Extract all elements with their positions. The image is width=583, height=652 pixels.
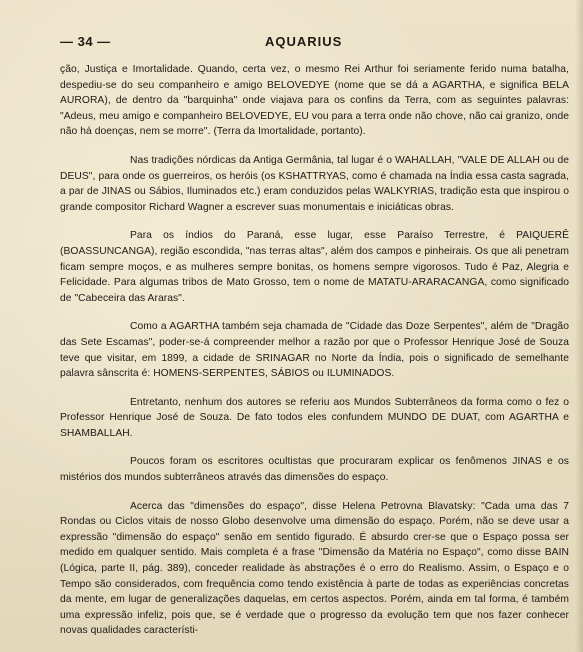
page-edge-shadow: [575, 0, 583, 652]
page-number: — 34 —: [60, 34, 111, 49]
paragraph-arthur: ção, Justiça e Imortalidade. Quando, certa vez, o mesmo Rei Arthur foi seriamente ferido numa batalha, despediu-se do seu companheiro e amigo BELOVEDYE (nome que se dá a AGARTHA, e significa BELA AURORA), de dentro da "barquinha" onde viajava para os confins da Terra, com as seguintes palavras: "Adeus, meu amigo e companheiro BELOVEDYE, EU vou para a terra onde não chove, não cai granizo, onde não há doenças, nem se morre". (Terra da Imortalidade, portanto).: [60, 64, 569, 138]
paragraph-mundos-subterraneos: Entretanto, nenhum dos autores se referiu aos Mundos Subterrâneos da forma como o fez o Professor Henrique José de Souza. De fato todos eles confundem MUNDO DE DUAT, com AGARTHA e SHAMBALLAH.: [60, 396, 569, 439]
paragraph-wahallah: Nas tradições nórdicas da Antiga Germânia, tal lugar é o WAHALLAH, "VALE DE ALLAH ou de DEUS", para onde os guerreiros, os heróis (os KSHATTRYAS, como é chamada na Índia essa casta sagrada, a par de JINAS ou Sábios, Iluminados etc.) eram conduzidos pelas WALKYRIAS, tradição esta que inspirou o grande compositor Richard Wagner a escrever suas monumentais e iniciáticas obras.: [60, 154, 569, 213]
body-text: [60, 62, 569, 639]
paragraph-paiquere: Para os índios do Paraná, esse lugar, esse Paraíso Terrestre, é PAIQUERÊ (BOASSUNCANGA), região escondida, "nas terras altas", além dos campos e pinheirais. Os que ali penetram ficam sempre moços, e as mulheres sempre bonitas, os homens sempre vigorosos. Tudo é Paz, Alegria e Felicidade. Para algumas tribos de Mato Grosso, tem o nome de MATATU-ARARACANGA, como significado de "Cabeceira das Araras".: [60, 230, 569, 304]
paragraph-dimensoes-do-espaco: Acerca das "dimensões do espaço", disse Helena Petrovna Blavatsky: "Cada uma das 7 Rondas ou Ciclos vitais de nosso Globo desenvolve uma dimensão do espaço. Porém, não se deve usar a expressão "dimensão do espaço" senão em sentido figurado. É absurdo crer-se que o Espaço possa ser medido em qualquer sentido. Mais completa é a frase "Dimensão da Matéria no Espaço", como disse BAIN (Lógica, parte II, pág. 389), conceder realidade às abstrações é o erro do Realismo. Assim, o Espaço e o Tempo são considerados, com frequência como tendo existência à parte de todas as experiências concretas da mente, em lugar de generalizações daquelas, em certos aspectos. Porém, ainda em tal forma, é também uma expressão infeliz, pois que, se é verdade que o progresso da evolução tem que nos fazer conhecer novas qualidades característi-: [60, 500, 569, 637]
paragraph-fenomenos-jinas: Poucos foram os escritores ocultistas que procuraram explicar os fenômenos JINAS e os mistérios dos mundos subterrâneos através das dimensões do espaço.: [60, 456, 569, 484]
running-title: AQUARIUS: [265, 34, 343, 49]
page-header: [60, 34, 569, 54]
paragraph-srinagar: Como a AGARTHA também seja chamada de "Cidade das Doze Serpentes", além de "Dragão das Sete Escamas", poder-se-á compreender melhor a razão por que o Professor Henrique José de Souza teve que visitar, em 1899, a cidade de SRINAGAR no Norte da Índia, pois o significado de semelhante palavra sânscrita é: HOMENS-SERPENTES, SÁBIOS ou ILUMINADOS.: [60, 321, 569, 380]
